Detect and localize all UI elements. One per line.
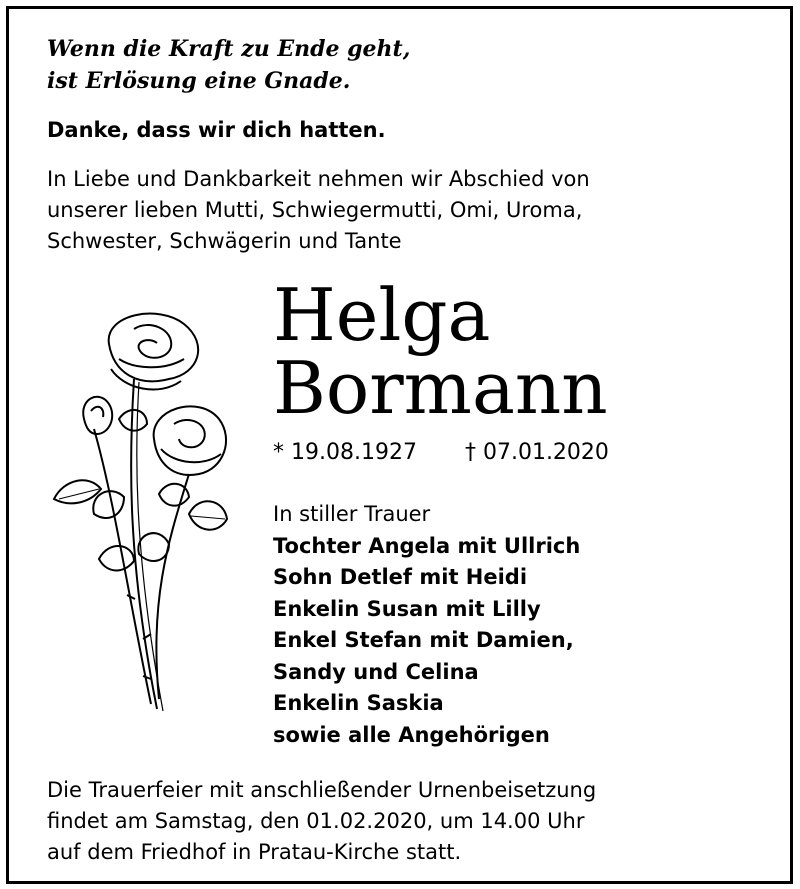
intro-line: unserer lieben Mutti, Schwiegermutti, Omi, Uroma, (47, 198, 583, 222)
deceased-name (273, 273, 608, 430)
mourners-block (273, 499, 580, 751)
quote-line: Wenn die Kraft zu Ende geht, (47, 36, 411, 62)
last-name: Bormann (273, 346, 608, 430)
mourner-line: Tochter Angela mit Ullrich (273, 533, 581, 558)
mourner-line: Enkelin Saskia (273, 691, 444, 715)
mourner-line: Enkelin Susan mit Lilly (273, 596, 541, 621)
mourning-intro: In stiller Trauer (273, 502, 431, 526)
death-date: † 07.01.2020 (464, 440, 609, 465)
mourner-line: Sandy und Celina (273, 659, 479, 684)
intro-line: Schwester, Schwägerin und Tante (47, 229, 402, 253)
funeral-line: Die Trauerfeier mit anschließender Urnenbeisetzung (47, 778, 597, 802)
funeral-line: auf dem Friedhof in Pratau-Kirche statt. (47, 840, 462, 864)
obituary-card (6, 6, 793, 884)
mourner-line: Enkel Stefan mit Damien, (273, 628, 574, 652)
funeral-info (47, 775, 596, 868)
first-name: Helga (273, 273, 491, 357)
birth-date: * 19.08.1927 (273, 440, 417, 465)
life-dates (273, 438, 609, 468)
quote (47, 33, 410, 97)
mourner-line: sowie alle Angehörigen (273, 722, 550, 747)
intro-line: In Liebe und Dankbarkeit nehmen wir Abschied von (47, 167, 590, 191)
rose-illustration (39, 299, 239, 719)
mourner-line: Sohn Detlef mit Heidi (273, 565, 528, 589)
thanks-line: Danke, dass wir dich hatten. (47, 118, 386, 142)
quote-line: ist Erlösung eine Gnade. (47, 68, 351, 94)
funeral-line: findet am Samstag, den 01.02.2020, um 14.00 Uhr (47, 809, 585, 833)
intro-text (47, 164, 590, 257)
